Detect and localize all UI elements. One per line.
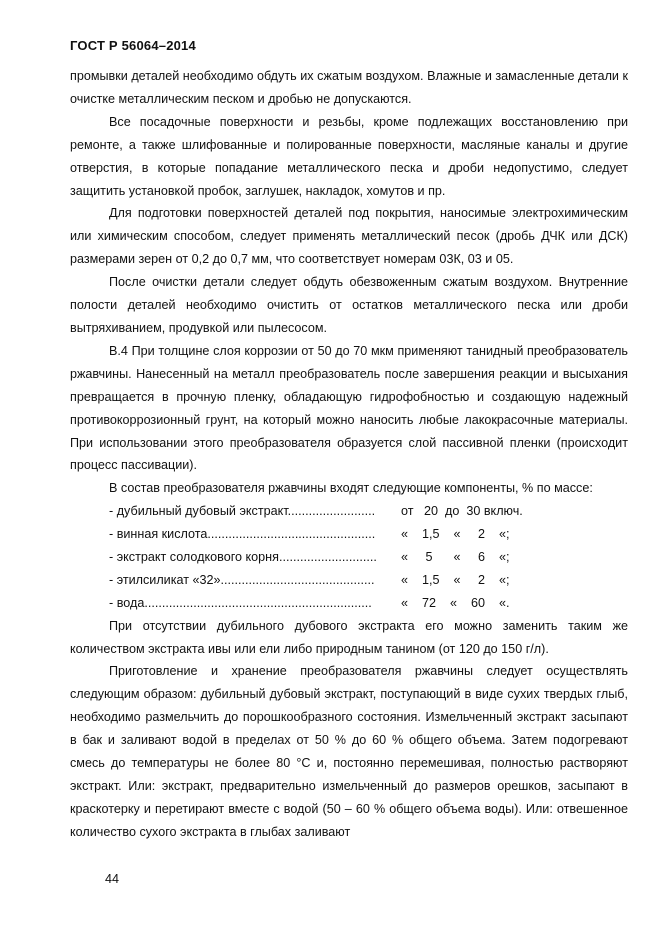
component-name: - дубильный дубовый экстракт......................... [109, 504, 376, 519]
component-row [70, 523, 628, 546]
components-list [70, 500, 628, 614]
component-row [70, 569, 628, 592]
component-amount: « 1,5 « 2 «; [401, 572, 510, 587]
paragraph-rust-converter: В.4 При толщине слоя коррозии от 50 до 70 мкм применяют танидный преобразователь ржавчины. Нанесенный на металл преобразователь после завершения реакции и высыхания превращается в прочную пленку, обладающую гидрофобностью и создающую надежный противокоррозионный грунт, на который можно наносить любые лакокрасочные материалы. При использовании этого преобразователя образуется слой пассивной пленки (происходит процесс пассивации). [70, 343, 628, 473]
paragraph-preparation: Приготовление и хранение преобразователя ржавчины следует осуществлять следующим образом: дубильный дубовый экстракт, поступающий в виде сухих твердых глыб, необходимо размельчить до порошкообразного состояния. Измельченный экстракт засыпают в бак и заливают водой в пределах от 50 % до 60 % общего объема. Затем подогревают смесь до температуры не более 80 °С и, постоянно перемешивая, полностью растворяют экстракт. Или: экстракт, предварительно измельченный до размеров орешков, засыпают в краскотерку и перетирают вместе с водой (50 – 60 % общего объема воды). Или: отвешенное количество сухого экстракта в глыбах заливают [70, 664, 628, 839]
document-header: ГОСТ Р 56064–2014 [70, 38, 196, 53]
paragraph-coating-preparation: Для подготовки поверхностей деталей под покрытия, наносимые электрохимическим или химическим способом, следует применять металлический песок (дробь ДЧК или ДСК) размерами зерен от 0,2 до 0,7 мм, что соответствует номерам 03К, 03 и 05. [70, 206, 628, 267]
component-amount: « 72 « 60 «. [401, 595, 510, 610]
paragraph-after-cleaning: После очистки детали следует обдуть обезвоженным сжатым воздухом. Внутренние полости деталей необходимо очистить от остатков металлического песка или дроби вытряхиванием, продувкой или пылесосом. [70, 275, 628, 335]
paragraph-composition-intro: В состав преобразователя ржавчины входят следующие компоненты, % по массе: [109, 481, 593, 496]
component-name: - винная кислота................................................ [109, 527, 376, 542]
component-row [70, 592, 628, 615]
paragraph-substitute: При отсутствии дубильного дубового экстракта его можно заменить таким же количеством экстракта ивы или ели либо природным танином (от 120 до 150 г/л). [70, 618, 628, 656]
component-amount: « 5 « 6 «; [401, 550, 510, 564]
component-row [70, 546, 628, 569]
component-name: - экстракт солодкового корня............................ [109, 550, 377, 564]
component-name: - вода................................................................. [109, 595, 372, 610]
component-row [70, 500, 628, 523]
component-amount: от 20 до 30 включ. [401, 504, 523, 519]
paragraph-continuation: промывки деталей необходимо обдуть их сжатым воздухом. Влажные и замасленные детали к очистке металлическим песком и дробью не допускаются. [70, 69, 628, 106]
component-name: - этилсиликат «32»............................................ [109, 572, 375, 587]
page-number: 44 [105, 872, 120, 886]
component-amount: « 1,5 « 2 «; [401, 527, 510, 542]
paragraph-surface-protection: Все посадочные поверхности и резьбы, кроме подлежащих восстановлению при ремонте, а также шлифованные и полированные поверхности, масляные каналы и другие отверстия, в которые попадание металлического песка и дроби недопустимо, следует защитить установкой пробок, заглушек, накладок, хомутов и пр. [70, 114, 628, 198]
document-body [70, 65, 628, 844]
